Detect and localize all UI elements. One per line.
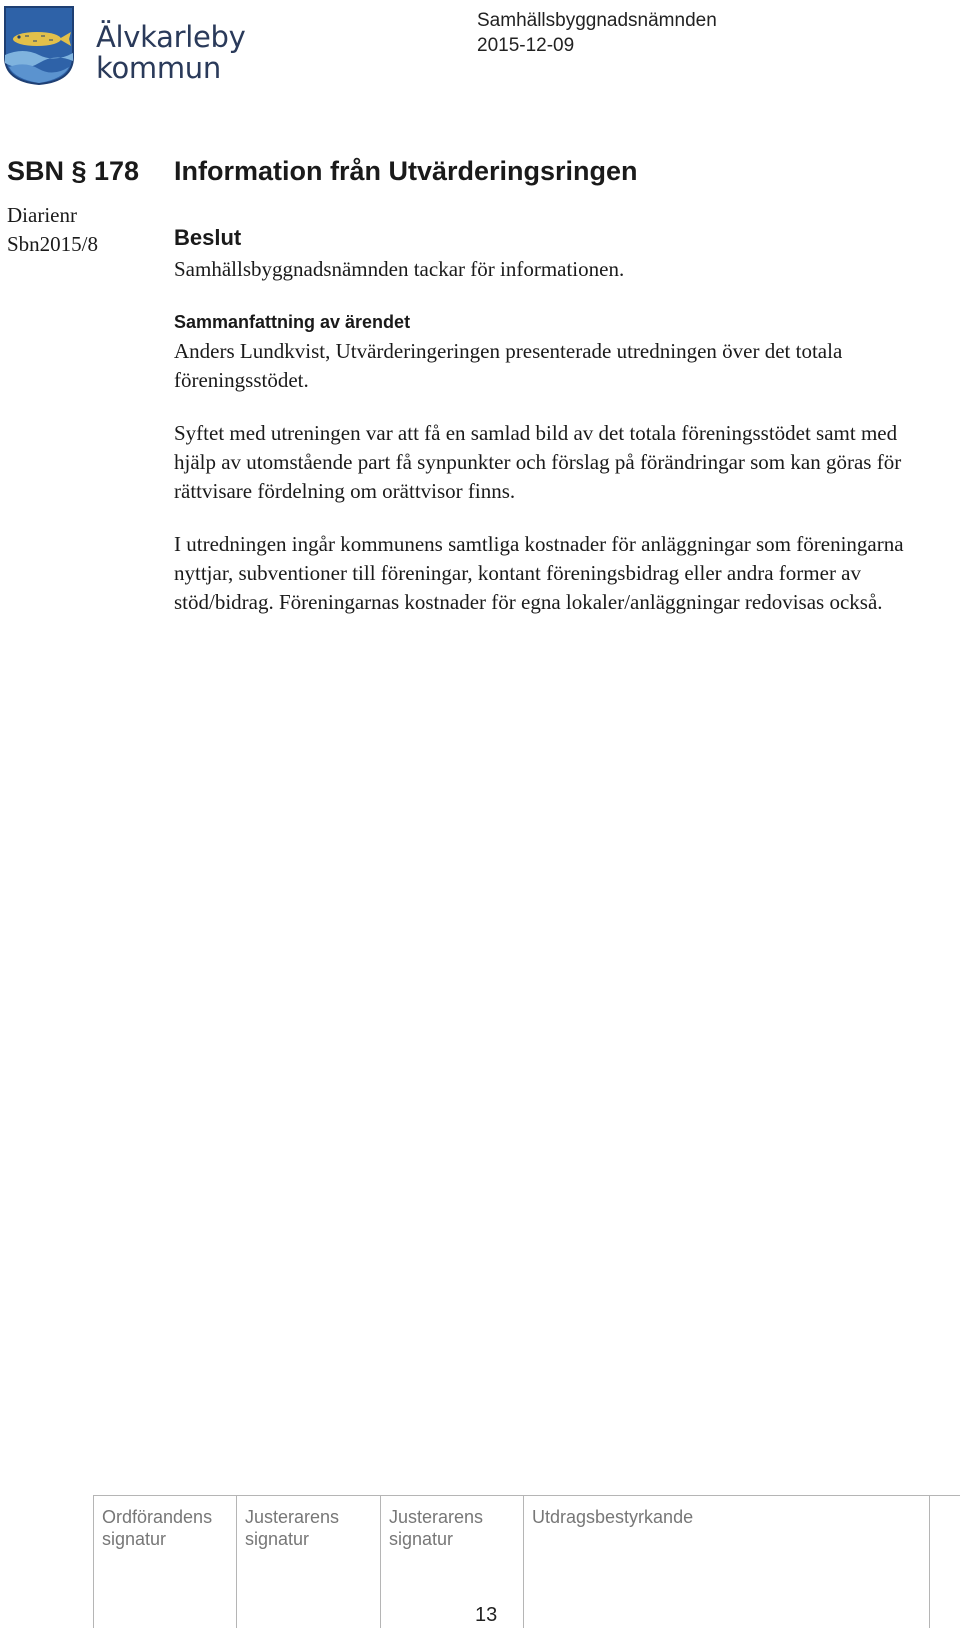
diarie-label: Diarienr	[7, 203, 77, 227]
committee-name: Samhällsbyggnadsnämnden	[477, 10, 717, 31]
summary-paragraph-1: Anders Lundkvist, Utvärderingeringen presenterade utredningen över det totala föreningsstödet.	[174, 339, 843, 392]
signature-label-certification	[532, 1506, 693, 1528]
summary-paragraph-2: Syftet med utreningen var att få en samlad bild av det totala föreningsstödet samt med hjälp av utomstående part få synpunkter och förslag på förändringar som kan göras för rättvisare fördelning om orättvisor finns.	[174, 421, 902, 503]
signature-label-certification-line1: Utdragsbestyrkande	[532, 1507, 694, 1527]
beslut-text: Samhällsbyggnadsnämnden tackar för informationen.	[174, 257, 625, 281]
municipality-name	[96, 22, 246, 84]
page-number: 13	[475, 1604, 498, 1626]
signature-cell-certification	[523, 1496, 930, 1628]
section-title: Information från Utvärderingsringen	[174, 156, 638, 186]
signature-label-adjuster-2	[389, 1506, 483, 1550]
signature-cell-chair	[93, 1496, 237, 1628]
section-content	[174, 221, 944, 617]
municipality-name-line1: Älvkarleby	[96, 20, 246, 54]
signature-label-adjuster-1	[245, 1506, 339, 1550]
municipality-name-line2: kommun	[96, 51, 221, 85]
signature-cell-adjuster-2	[380, 1496, 524, 1628]
signature-label-chair-line1: Ordförandens	[102, 1507, 213, 1527]
section-number: SBN § 178	[7, 156, 140, 186]
signature-label-adjuster-1-line1: Justerarens	[245, 1507, 340, 1527]
summary-paragraph-3: I utredningen ingår kommunens samtliga kostnader för anläggningar som föreningarna nyttjar, subventioner till föreningar, kontant föreningsbidrag eller andra former av stöd/bidrag. Föreningarnas kostnader för egna lokaler/anläggningar redovisas också.	[174, 532, 904, 614]
meeting-date: 2015-12-09	[477, 35, 575, 56]
signature-label-adjuster-2-line1: Justerarens	[389, 1507, 484, 1527]
diarie-block	[7, 201, 98, 259]
signature-cell-adjuster-1	[236, 1496, 381, 1628]
municipal-coat-of-arms-logo	[3, 5, 75, 86]
signature-label-chair	[102, 1506, 212, 1550]
summary-heading: Sammanfattning av ärendet	[174, 312, 411, 332]
beslut-heading: Beslut	[174, 225, 242, 250]
signature-label-adjuster-1-line2: signatur	[245, 1529, 310, 1549]
diarie-number: Sbn2015/8	[7, 232, 99, 256]
signature-table	[93, 1495, 960, 1628]
signature-label-chair-line2: signatur	[102, 1529, 167, 1549]
signature-label-adjuster-2-line2: signatur	[389, 1529, 454, 1549]
document-header	[477, 8, 717, 58]
